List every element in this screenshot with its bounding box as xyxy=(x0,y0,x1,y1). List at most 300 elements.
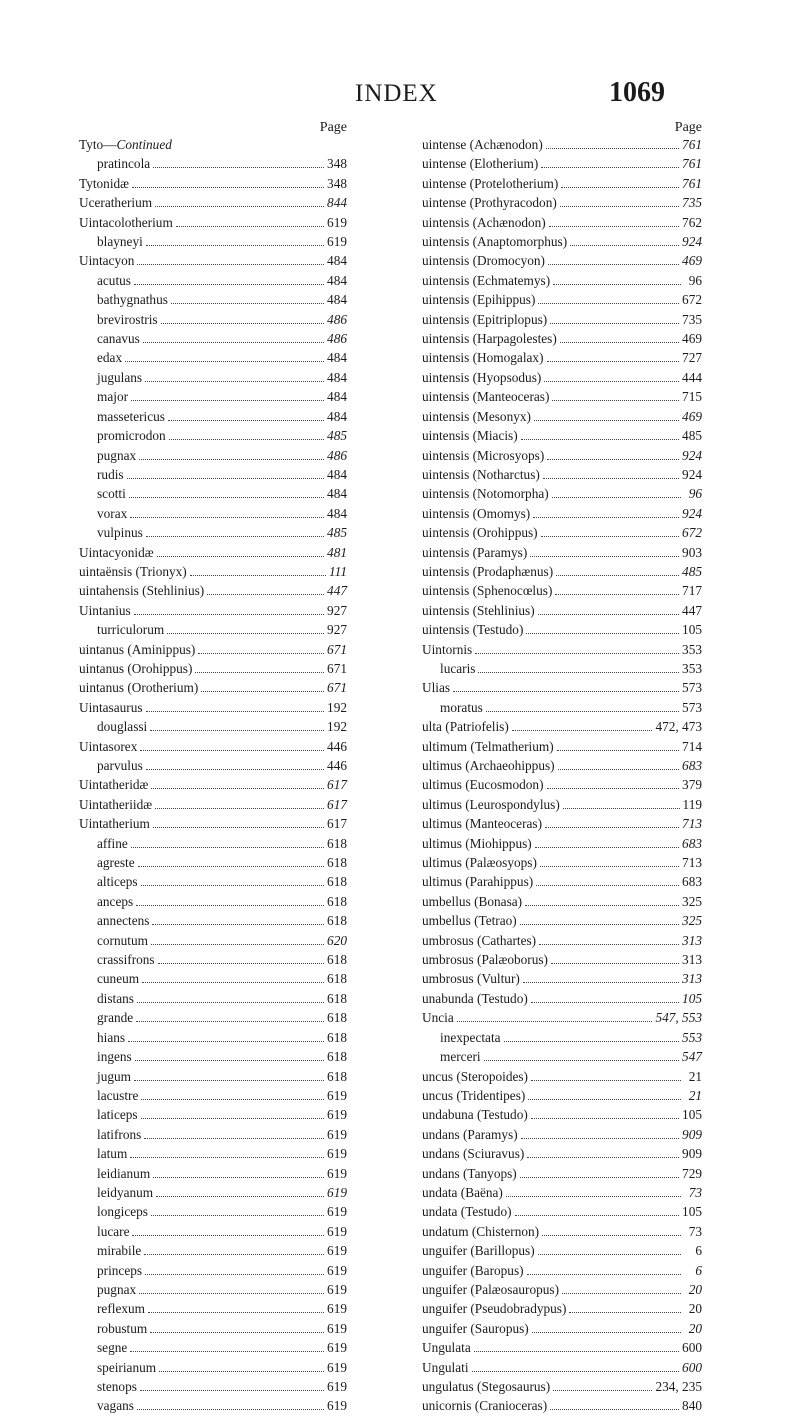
entry-label: uintense (Protelotherium) xyxy=(422,175,559,191)
entry-label: ultimum (Telmatherium) xyxy=(422,738,554,754)
index-entry xyxy=(79,564,347,583)
entry-page: 924 xyxy=(682,447,702,463)
entry-page: 714 xyxy=(682,738,702,754)
entry-page: 348 xyxy=(327,156,347,172)
entry-label: Uintacyon xyxy=(79,253,135,269)
index-entry xyxy=(79,603,347,622)
index-entry xyxy=(422,1010,702,1029)
dot-leader xyxy=(550,323,679,324)
index-entry xyxy=(79,1282,347,1301)
entry-label: uintensis (Dromocyon) xyxy=(422,253,545,269)
entry-label: unguifer (Pseudobradypus) xyxy=(422,1301,567,1317)
entry-label: umbellus (Tetrao) xyxy=(422,913,517,929)
entry-label: vulpinus xyxy=(97,525,143,541)
dot-leader xyxy=(150,1332,324,1333)
entry-label: major xyxy=(97,389,129,405)
index-entry xyxy=(422,700,702,719)
dot-leader xyxy=(549,226,679,227)
index-entry xyxy=(79,409,347,428)
entry-label: undata (Testudo) xyxy=(422,1204,512,1220)
entry-page: 924 xyxy=(682,505,702,521)
index-entry xyxy=(422,195,702,214)
index-entry xyxy=(79,894,347,913)
index-entry xyxy=(422,292,702,311)
index-entry xyxy=(422,1301,702,1320)
index-entry xyxy=(422,971,702,990)
index-entry xyxy=(422,583,702,602)
entry-page: 924 xyxy=(682,466,702,482)
index-entry xyxy=(79,1340,347,1359)
entry-label: cornutum xyxy=(97,932,148,948)
index-entry xyxy=(79,273,347,292)
entry-page: 484 xyxy=(327,253,347,269)
dot-leader xyxy=(553,1390,652,1391)
index-entry xyxy=(79,680,347,699)
index-entry xyxy=(422,874,702,893)
dot-leader xyxy=(525,905,679,906)
dot-leader xyxy=(151,944,324,945)
entry-label: uintensis (Testudo) xyxy=(422,622,524,638)
dot-leader xyxy=(550,1409,679,1410)
index-entry xyxy=(422,1030,702,1049)
entry-page: 313 xyxy=(682,952,702,968)
entry-page: 620 xyxy=(327,932,347,948)
dot-leader xyxy=(132,1235,324,1236)
entry-label: speirianum xyxy=(97,1359,157,1375)
index-entry xyxy=(422,1107,702,1126)
entry-page: 20 xyxy=(688,1281,702,1297)
index-entry xyxy=(422,661,702,680)
entry-label: unguifer (Baropus) xyxy=(422,1262,524,1278)
entry-page: 484 xyxy=(327,369,347,385)
dot-leader xyxy=(129,497,324,498)
entry-label: undans (Sciuravus) xyxy=(422,1146,525,1162)
entry-page: 484 xyxy=(327,486,347,502)
entry-label: Ungulati xyxy=(422,1359,469,1375)
entry-label: Uintornis xyxy=(422,641,473,657)
dot-leader xyxy=(146,536,324,537)
entry-label: acutus xyxy=(97,272,131,288)
index-entry xyxy=(79,971,347,990)
entry-page: 619 xyxy=(327,1320,347,1336)
entry-page: 683 xyxy=(682,758,702,773)
entry-label: Uintasaurus xyxy=(79,699,143,715)
index-entry xyxy=(79,370,347,389)
left-index-column xyxy=(79,120,347,1418)
dot-leader xyxy=(168,420,324,421)
entry-page: 683 xyxy=(682,835,702,851)
dot-leader xyxy=(156,1196,324,1197)
entry-page: 619 xyxy=(327,1204,347,1220)
index-entry xyxy=(422,816,702,835)
entry-label: uintensis (Echmatemys) xyxy=(422,272,551,288)
dot-leader xyxy=(453,691,679,692)
dot-leader xyxy=(134,1080,324,1081)
index-entry xyxy=(422,273,702,292)
index-entry xyxy=(79,389,347,408)
entry-label: massetericus xyxy=(97,408,165,424)
entry-page: 619 xyxy=(327,1087,347,1103)
entry-label: uintensis (Orohippus) xyxy=(422,525,538,541)
entry-page: 762 xyxy=(682,214,702,230)
index-entry xyxy=(79,855,347,874)
dot-leader xyxy=(141,1118,324,1119)
index-entry xyxy=(79,1224,347,1243)
entry-page: 618 xyxy=(327,952,347,968)
dot-leader xyxy=(512,730,653,731)
dot-leader xyxy=(553,284,681,285)
index-entry xyxy=(79,156,347,175)
index-entry xyxy=(422,1049,702,1068)
entry-page: 469 xyxy=(682,331,702,347)
dot-leader xyxy=(472,1371,680,1372)
dot-leader xyxy=(541,167,679,168)
entry-label: stenops xyxy=(97,1379,137,1394)
entry-page: 927 xyxy=(327,622,347,638)
entry-page: 619 xyxy=(327,214,347,230)
dot-leader xyxy=(145,381,324,382)
entry-page: 573 xyxy=(682,680,702,696)
dot-leader xyxy=(536,885,679,886)
dot-leader xyxy=(569,1312,681,1313)
entry-label: princeps xyxy=(97,1262,143,1278)
entry-label: umbellus (Bonasa) xyxy=(422,893,523,909)
index-entry xyxy=(422,1282,702,1301)
entry-label: Uintasorex xyxy=(79,738,138,754)
entry-page: 619 xyxy=(327,1243,347,1259)
index-entry xyxy=(422,389,702,408)
dot-leader xyxy=(547,788,680,789)
dot-leader xyxy=(146,245,324,246)
entry-label: annectens xyxy=(97,913,150,929)
entry-page: 73 xyxy=(688,1184,702,1200)
dot-leader xyxy=(535,847,679,848)
index-entry xyxy=(422,1379,702,1398)
dot-leader xyxy=(531,1080,681,1081)
entry-label: leidianum xyxy=(97,1165,151,1181)
dot-leader xyxy=(134,614,324,615)
dot-leader xyxy=(136,1021,324,1022)
entry-page: 313 xyxy=(682,971,702,987)
dot-leader xyxy=(538,614,679,615)
index-entry xyxy=(79,719,347,738)
index-entry xyxy=(422,1340,702,1359)
index-entry xyxy=(79,758,347,777)
index-entry xyxy=(422,1398,702,1417)
entry-label: Uncia xyxy=(422,1010,454,1026)
entry-page: 927 xyxy=(327,602,347,618)
index-entry xyxy=(79,1204,347,1223)
index-entry xyxy=(79,1263,347,1282)
entry-label: Ulias xyxy=(422,680,451,696)
index-entry xyxy=(422,428,702,447)
dot-leader xyxy=(131,847,324,848)
entry-label: jugulans xyxy=(97,369,143,385)
dot-leader xyxy=(504,1041,680,1042)
entry-page: 617 xyxy=(327,816,347,832)
dot-leader xyxy=(144,1138,324,1139)
entry-page: 234, 235 xyxy=(655,1379,702,1394)
dot-leader xyxy=(542,1235,681,1236)
dot-leader xyxy=(552,400,679,401)
entry-label: bathygnathus xyxy=(97,292,168,308)
index-entry xyxy=(422,545,702,564)
index-entry xyxy=(422,1360,702,1379)
index-title: INDEX xyxy=(355,80,438,107)
index-entry xyxy=(79,331,347,350)
dot-leader xyxy=(145,1274,324,1275)
entry-page: 485 xyxy=(327,428,347,444)
entry-page: 618 xyxy=(327,855,347,871)
dot-leader xyxy=(150,730,324,731)
index-entry xyxy=(79,700,347,719)
index-entry xyxy=(422,836,702,855)
index-entry xyxy=(79,836,347,855)
index-entry xyxy=(79,1069,347,1088)
entry-label: parvulus xyxy=(97,758,143,773)
entry-label: unguifer (Palæosauropus) xyxy=(422,1281,560,1297)
dot-leader xyxy=(161,323,324,324)
dot-leader xyxy=(138,866,324,867)
entry-page: 619 xyxy=(327,1398,347,1414)
dot-leader xyxy=(139,1293,324,1294)
index-entry xyxy=(422,215,702,234)
entry-label: umbrosus (Cathartes) xyxy=(422,932,537,948)
entry-page: 618 xyxy=(327,835,347,851)
index-entry xyxy=(79,777,347,796)
entry-label: uintanus (Orohippus) xyxy=(79,660,193,676)
entry-page: 619 xyxy=(327,1107,347,1123)
entry-page: 618 xyxy=(327,1068,347,1084)
entry-page: 119 xyxy=(682,796,702,812)
entry-label: ultimus (Manteoceras) xyxy=(422,816,543,832)
dot-leader xyxy=(515,1215,680,1216)
entry-label: laticeps xyxy=(97,1107,138,1123)
entry-page: 486 xyxy=(327,311,347,327)
dot-leader xyxy=(560,342,679,343)
index-entry xyxy=(79,952,347,971)
dot-leader xyxy=(547,361,680,362)
entry-label: distans xyxy=(97,990,134,1006)
dot-leader xyxy=(136,905,324,906)
dot-leader xyxy=(146,769,324,770)
dot-leader xyxy=(142,982,324,983)
dot-leader xyxy=(130,517,324,518)
entry-page: 617 xyxy=(327,796,347,812)
entry-page: 618 xyxy=(327,1010,347,1026)
dot-leader xyxy=(562,1293,681,1294)
entry-label: vagans xyxy=(97,1398,134,1414)
index-entry xyxy=(79,234,347,253)
dot-leader xyxy=(539,944,679,945)
entry-label: lucaris xyxy=(440,660,476,676)
dot-leader xyxy=(534,420,679,421)
index-entry xyxy=(79,991,347,1010)
dot-leader xyxy=(484,1060,679,1061)
index-entry xyxy=(422,253,702,272)
index-entry xyxy=(422,525,702,544)
dot-leader xyxy=(152,924,324,925)
entry-label: uintensis (Epitriplopus) xyxy=(422,311,548,327)
entry-label: uintensis (Harpagolestes) xyxy=(422,331,557,347)
dot-leader xyxy=(560,206,679,207)
dot-leader xyxy=(141,885,324,886)
dot-leader xyxy=(155,206,324,207)
index-entry xyxy=(79,137,347,156)
index-entry xyxy=(79,1379,347,1398)
dot-leader xyxy=(520,924,679,925)
entry-label: undata (Baëna) xyxy=(422,1184,503,1200)
entry-page: 73 xyxy=(688,1223,702,1239)
index-entry xyxy=(422,506,702,525)
entry-page: 486 xyxy=(327,331,347,347)
index-entry xyxy=(422,564,702,583)
entry-label: lacustre xyxy=(97,1087,139,1103)
entry-page: 484 xyxy=(327,272,347,288)
index-entry xyxy=(422,1321,702,1340)
entry-page: 618 xyxy=(327,1029,347,1045)
entry-page: 485 xyxy=(327,525,347,541)
entry-page: 96 xyxy=(688,486,702,502)
dot-leader xyxy=(137,264,324,265)
page-number: 1069 xyxy=(609,77,665,108)
entry-label: uintensis (Hyopsodus) xyxy=(422,369,542,385)
index-entry xyxy=(79,545,347,564)
dot-leader xyxy=(486,711,679,712)
entry-page: 735 xyxy=(682,311,702,327)
entry-page: 618 xyxy=(327,874,347,890)
entry-label: hians xyxy=(97,1029,126,1045)
dot-leader xyxy=(478,672,679,673)
entry-page: 729 xyxy=(682,1165,702,1181)
dot-leader xyxy=(159,1371,324,1372)
entry-label: uintense (Prothyracodon) xyxy=(422,195,557,211)
entry-page: 325 xyxy=(682,893,702,909)
entry-page: 353 xyxy=(682,660,702,676)
dot-leader xyxy=(520,1177,679,1178)
index-entry xyxy=(79,467,347,486)
entry-page: 618 xyxy=(327,913,347,929)
dot-leader xyxy=(457,1021,653,1022)
entry-page: 761 xyxy=(682,156,702,172)
entry-label: leidyanum xyxy=(97,1184,154,1200)
entry-label: Uintanius xyxy=(79,602,131,618)
index-entry xyxy=(79,583,347,602)
entry-label: latum xyxy=(97,1146,128,1162)
index-entry xyxy=(422,486,702,505)
entry-page: 353 xyxy=(682,641,702,657)
entry-label: inexpectata xyxy=(440,1029,501,1045)
index-entry xyxy=(79,1398,347,1417)
dot-leader xyxy=(140,1390,324,1391)
index-entry xyxy=(422,1069,702,1088)
entry-label: uintense (Elotherium) xyxy=(422,156,539,172)
dot-leader xyxy=(557,750,679,751)
dot-leader xyxy=(538,303,679,304)
right-index-column xyxy=(422,120,702,1418)
entry-page: 444 xyxy=(682,369,702,385)
entry-label: Uintatherium xyxy=(79,816,150,832)
index-entry xyxy=(422,1243,702,1262)
dot-leader xyxy=(531,1118,679,1119)
entry-page: 105 xyxy=(682,1204,702,1220)
entry-page: 379 xyxy=(682,777,702,793)
entry-page: 903 xyxy=(682,544,702,560)
entry-page: 21 xyxy=(688,1087,702,1103)
entry-page: 715 xyxy=(682,389,702,405)
index-entry xyxy=(422,642,702,661)
dot-leader xyxy=(128,1041,324,1042)
entry-page: 844 xyxy=(327,195,347,211)
index-entry xyxy=(79,1107,347,1126)
dot-leader xyxy=(528,1099,681,1100)
entry-page: 735 xyxy=(682,195,702,211)
dot-leader xyxy=(171,303,324,304)
entry-label: uintensis (Epihippus) xyxy=(422,292,536,308)
entry-label: pugnax xyxy=(97,447,137,463)
dot-leader xyxy=(533,517,679,518)
dot-leader xyxy=(146,711,325,712)
index-entry xyxy=(79,1301,347,1320)
entry-label: reflexum xyxy=(97,1301,145,1317)
entry-page: 619 xyxy=(327,1126,347,1142)
dot-leader xyxy=(130,1351,324,1352)
entry-page: 105 xyxy=(682,990,702,1006)
dot-leader xyxy=(141,1099,324,1100)
entry-page: 713 xyxy=(682,855,702,871)
dot-leader xyxy=(195,672,324,673)
entry-page: 671 xyxy=(327,641,347,657)
entry-page: 909 xyxy=(682,1126,702,1142)
entry-page: 618 xyxy=(327,893,347,909)
dot-leader xyxy=(523,982,679,983)
entry-page: 105 xyxy=(682,622,702,638)
dot-leader xyxy=(134,284,324,285)
entry-label: uintensis (Manteoceras) xyxy=(422,389,550,405)
entry-page: 713 xyxy=(682,816,702,832)
entry-label: uintensis (Homogalax) xyxy=(422,350,544,366)
entry-label: uintensis (Paramys) xyxy=(422,544,528,560)
entry-page: 619 xyxy=(327,1184,347,1200)
entry-label: canavus xyxy=(97,331,140,347)
dot-leader xyxy=(531,1002,679,1003)
index-entry xyxy=(79,428,347,447)
entry-page: 469 xyxy=(682,253,702,269)
page-header xyxy=(0,77,800,110)
entry-label: latifrons xyxy=(97,1126,142,1142)
entry-label: alticeps xyxy=(97,874,138,890)
index-entry xyxy=(422,719,702,738)
dot-leader xyxy=(527,1157,679,1158)
entry-page: 96 xyxy=(688,272,702,288)
entry-page: 20 xyxy=(688,1320,702,1336)
entry-page: 105 xyxy=(682,1107,702,1123)
entry-label: unicornis (Cranioceras) xyxy=(422,1398,548,1414)
entry-label: uintanus (Aminippus) xyxy=(79,641,196,657)
index-entry xyxy=(79,1243,347,1262)
dot-leader xyxy=(556,575,679,576)
entry-page: 909 xyxy=(682,1146,702,1162)
dot-leader xyxy=(125,361,324,362)
index-entry xyxy=(79,933,347,952)
index-entry xyxy=(79,1360,347,1379)
index-entry xyxy=(79,312,347,331)
entry-page: 619 xyxy=(327,1359,347,1375)
index-entry xyxy=(422,1166,702,1185)
dot-leader xyxy=(541,536,679,537)
entry-label: undatum (Chisternon) xyxy=(422,1223,540,1239)
entry-page: 672 xyxy=(682,525,702,541)
